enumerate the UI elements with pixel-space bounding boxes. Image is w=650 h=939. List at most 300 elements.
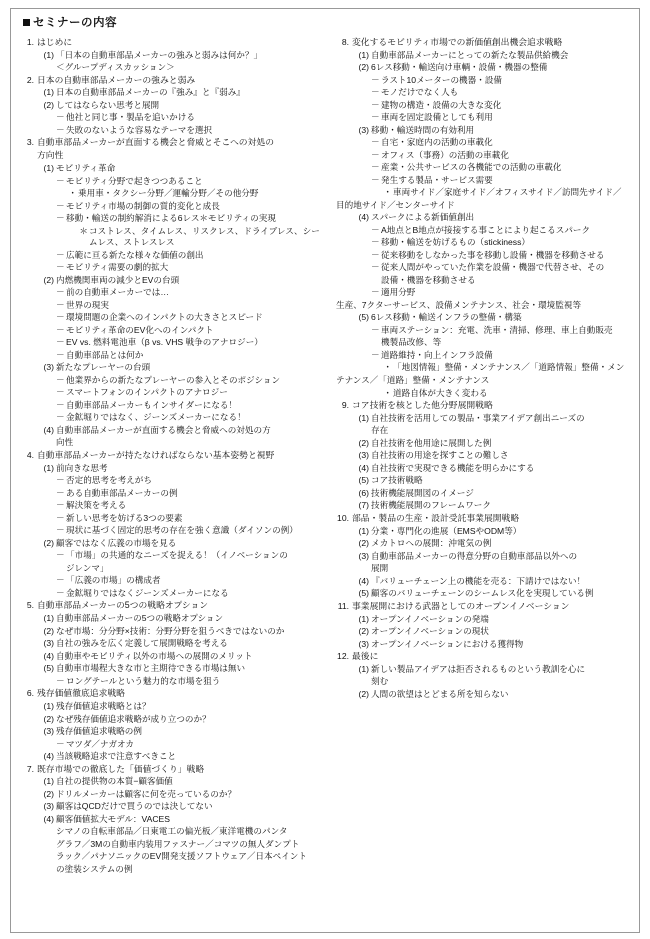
- outline-item-label: の塗装システムの例: [56, 863, 133, 874]
- outline-item-label: 移動・輸送を妨げるもの（stickiness）: [381, 237, 530, 248]
- outline-item-label: 自社の提供物の本質−顧客価値: [56, 776, 173, 787]
- outline-item: [352, 689, 641, 701]
- outline-item-label: 「地図情報」整備・メンテナンス／「道路情報」整備・メン: [393, 362, 625, 373]
- outline-item: [56, 201, 326, 213]
- outline-item: [56, 400, 326, 412]
- outline-item-label: 6レス移動・輸送インフラの整備・構築: [371, 312, 522, 323]
- outline-item-label: 「市場」の共通的なニーズを捉える！（イノベーションの: [66, 550, 288, 561]
- outline-item-label: 従来人間がやっていた作業を設備・機器で代替させ、その: [381, 262, 605, 273]
- outline-item: [37, 789, 326, 801]
- right-column: [336, 37, 641, 702]
- outline-item-marker: (4): [43, 424, 54, 435]
- outline-item: [352, 576, 641, 588]
- outline-item-marker: －: [56, 124, 65, 135]
- outline-item: [56, 488, 326, 500]
- outline-item-marker: (4): [358, 575, 369, 586]
- outline-item: [371, 100, 641, 112]
- outline-item-marker: －: [56, 324, 65, 335]
- outline-item-label: 機製品改修、等: [381, 337, 442, 348]
- outline-item-label: 従来移動をしなかった事を移動し設備・機器を移動させる: [381, 249, 605, 260]
- outline-item-marker: －: [56, 475, 65, 486]
- outline-item: [37, 701, 326, 713]
- outline-item: [37, 425, 326, 437]
- outline-item-marker: (3): [43, 362, 54, 373]
- outline-item-marker: (2): [43, 625, 54, 636]
- outline-item-label: 道路維持・向上インフラ設備: [381, 349, 493, 360]
- outline-item-label: 建物の構造・設備の大きな変化: [381, 99, 502, 110]
- outline-item-marker: －: [56, 387, 65, 398]
- outline-item-label: 他社と同じ事・製品を追いかける: [66, 112, 195, 123]
- outline-item-label: 世界の現実: [66, 299, 109, 310]
- outline-item: [56, 176, 326, 188]
- outline-item-label: 展開: [371, 563, 389, 574]
- outline-item-marker: －: [56, 374, 65, 385]
- outline-item: [56, 575, 326, 587]
- outline-item-marker: (4): [43, 751, 54, 762]
- outline-item-label: 自動車部品とは何か: [66, 349, 144, 360]
- outline-item-label: マツダ／ナガオカ: [66, 738, 134, 749]
- outline-item-marker: (7): [358, 500, 369, 511]
- outline-item: [37, 538, 326, 550]
- outline-item: [352, 212, 641, 224]
- outline-item-label: 新しい思考を妨げる3つの要素: [66, 512, 183, 523]
- outline-item-marker: (1): [358, 525, 369, 536]
- outline-item-label: 変化するモビリティ市場での新価値創出機会追求戦略: [352, 36, 563, 47]
- outline-item: [21, 450, 326, 462]
- outline-item-marker: －: [371, 99, 380, 110]
- outline-item-label: オフィス（事務）の活動の車載化: [381, 149, 509, 160]
- outline-item: [371, 150, 641, 162]
- two-column-body: [21, 37, 631, 926]
- outline-item-marker: (4): [43, 650, 54, 661]
- outline-item-label: オープンイノベーションの現状: [371, 626, 489, 637]
- outline-item-label: コア技術を核とした他分野展開戦略: [352, 400, 493, 411]
- outline-item-label: 自社技術の用途を探すことの難しさ: [371, 450, 509, 461]
- outline-item: [352, 463, 641, 475]
- outline-item: [56, 250, 326, 262]
- outline-item: [352, 664, 641, 676]
- outline-item: [352, 614, 641, 626]
- outline-item: [56, 525, 326, 537]
- outline-item-marker: (3): [43, 638, 54, 649]
- outline-item-label: 道路自体が大きく変わる: [393, 387, 488, 398]
- outline-item-label: 移動・輸送時間の有効利用: [371, 124, 475, 135]
- outline-item-marker: (1): [43, 700, 54, 711]
- outline-item: [336, 651, 641, 663]
- outline-item: [371, 225, 641, 237]
- outline-item-label: 車両サイド／家庭サイド／オフィスサイド／訪問先サイド／: [393, 187, 622, 198]
- outline-item-marker: －: [56, 175, 65, 186]
- outline-item: [56, 350, 326, 362]
- outline-item-marker: －: [56, 287, 65, 298]
- outline-item: [352, 125, 641, 137]
- outline-item-marker: (1): [43, 613, 54, 624]
- outline-item: [68, 188, 326, 200]
- outline-item-marker: ・: [383, 387, 392, 398]
- outline-item-label: 顧客のバリューチェーンのシームレス化を実現している例: [371, 588, 594, 599]
- outline-item: [371, 237, 641, 249]
- outline-item-label: ドリルメーカーは顧客に何を売っているのか？: [56, 788, 237, 799]
- outline-item: [352, 538, 641, 550]
- outline-item: [37, 726, 326, 738]
- outline-item: [383, 362, 641, 374]
- outline-item-marker: －: [56, 200, 65, 211]
- outline-item-label: 6レス移動・輸送向け車輌・設備・機器の整備: [371, 62, 548, 73]
- outline-item-label: 自動車部品メーカーが直面する機会と脅威とそこへの対処の: [37, 137, 274, 148]
- outline-item: [37, 50, 326, 62]
- outline-item-marker: －: [56, 337, 65, 348]
- outline-item-marker: －: [56, 213, 65, 224]
- outline-item-marker: (3): [43, 801, 54, 812]
- outline-item: [56, 125, 326, 137]
- outline-item-marker: －: [56, 399, 65, 410]
- outline-item-label: スパークによる新価値創出: [371, 212, 475, 223]
- outline-item-marker: －: [371, 249, 380, 260]
- outline-item-marker: (3): [358, 638, 369, 649]
- outline-item-marker: －: [56, 550, 65, 561]
- outline-item-marker: (4): [358, 212, 369, 223]
- outline-item-label: 他業界からの新たなプレーヤーの参入とそのポジション: [66, 374, 281, 385]
- outline-item-marker: 4.: [26, 449, 34, 460]
- outline-item: [56, 437, 326, 449]
- outline-item-label: A地点とB地点が接接する事ことにより起こるスパーク: [381, 224, 591, 235]
- outline-item: [21, 600, 326, 612]
- outline-item: [37, 613, 326, 625]
- outline-item-label: 部品・製品の生産・設計受託事業展開戦略: [352, 512, 520, 523]
- outline-item: [56, 213, 326, 225]
- outline-item-marker: －: [371, 149, 380, 160]
- outline-item-label: モノだけでなく人も: [381, 87, 459, 98]
- outline-item: [371, 676, 641, 688]
- outline-item-label: 乗用車・タクシー分野／運輸分野／その他分野: [78, 188, 259, 199]
- outline-item-label: 解決策を考える: [66, 500, 127, 511]
- outline-item-marker: (3): [358, 124, 369, 135]
- outline-item-label: 自動車部品メーカーの得意分野の自動車部品以外への: [371, 550, 578, 561]
- outline-item-label: 顧客ではなく広義の市場を見る: [56, 537, 177, 548]
- outline-item-label: ロングテールという魅力的な市場を狙う: [66, 675, 221, 686]
- outline-item-label: なぜ市場：分分野×技術：分野分野を狙うべきではないのか: [56, 625, 285, 636]
- outline-item-marker: －: [56, 738, 65, 749]
- outline-item: [56, 287, 326, 299]
- outline-item-marker: (2): [43, 788, 54, 799]
- outline-item-label: モビリティ分野で起きつつあること: [66, 175, 203, 186]
- outline-item-label: 事業展開における武器としてのオープンイノベーション: [352, 600, 570, 611]
- outline-item-label: 自動車やモビリティ以外の市場への展開のメリット: [56, 650, 253, 661]
- outline-item-label: 金鉱堀りではなくジーンズメーカーになる: [66, 587, 229, 598]
- outline-item-label: 否定的思考を考えがち: [66, 475, 152, 486]
- outline-item: [352, 639, 641, 651]
- outline-item-marker: (2): [43, 274, 54, 285]
- outline-item: [336, 37, 641, 49]
- outline-item: [37, 651, 326, 663]
- outline-item-marker: －: [371, 162, 380, 173]
- outline-item-marker: －: [56, 262, 65, 273]
- outline-item-label: テナンス／「道路」整備・メンテナンス: [336, 374, 490, 385]
- outline-item-marker: (3): [358, 450, 369, 461]
- outline-item-marker: －: [56, 500, 65, 511]
- outline-item-marker: 9.: [341, 400, 349, 411]
- outline-item: [352, 488, 641, 500]
- outline-item: [56, 325, 326, 337]
- outline-item: [37, 626, 326, 638]
- outline-item-marker: 6.: [26, 688, 34, 699]
- outline-item-label: シマノの自転車部品／日東電工の偏光板／東洋電機のパンタ: [56, 826, 288, 837]
- outline-item-label: 自社の強みを広く定義して展開戦略を考える: [56, 638, 228, 649]
- outline-item-label: 人間の欲望はとどまる所を知らない: [371, 688, 509, 699]
- outline-item-label: 技術機能展開図のイメージ: [371, 487, 474, 498]
- outline-item: [352, 588, 641, 600]
- outline-item-label: 刻む: [371, 676, 389, 687]
- square-bullet-icon: [23, 19, 30, 26]
- outline-item: [37, 801, 326, 813]
- outline-item-label: 自動車部品メーカーの5つの戦略オプション: [37, 600, 209, 611]
- outline-item-label: 自社技術を活用しての製品・事業アイデア創出ニーズの: [371, 412, 585, 423]
- outline-item-marker: ＊: [79, 225, 88, 236]
- outline-item: [56, 839, 326, 851]
- outline-item-label: ある自動車部品メーカーの例: [66, 487, 178, 498]
- outline-item: [37, 362, 326, 374]
- outline-item-marker: (4): [43, 813, 54, 824]
- outline-item: [352, 626, 641, 638]
- outline-item-label: してはならない思考と展開: [56, 99, 160, 110]
- outline-item-marker: －: [56, 525, 65, 536]
- outline-item: [37, 100, 326, 112]
- outline-item: [66, 563, 326, 575]
- outline-item: [37, 814, 326, 826]
- page-title-text: セミナーの内容: [33, 17, 117, 29]
- outline-item-label: オープンイノベーションにおける獲得物: [371, 638, 524, 649]
- outline-item-marker: (2): [43, 537, 54, 548]
- outline-item-marker: －: [56, 349, 65, 360]
- outline-item: [79, 226, 326, 249]
- outline-item-label: 日本の自動車部品メーカーの『強み』と『弱み』: [56, 87, 245, 98]
- outline-item-marker: ・: [68, 188, 77, 199]
- outline-item-label: グラフ／3Mの自動車内装用ファスナー／コマツの無人ダンプト: [56, 838, 300, 849]
- outline-item-label: モビリティ需要の劇的拡大: [66, 262, 169, 273]
- outline-item-marker: －: [56, 587, 65, 598]
- outline-item-label: 存在: [371, 425, 389, 436]
- outline-item-label: 分業・専門化の進展（EMSやODM等）: [371, 525, 522, 536]
- outline-item-marker: －: [371, 262, 380, 273]
- outline-item-marker: (1): [43, 87, 54, 98]
- outline-item-label: ラック／パナソニックのEV開発支援ソフトウェア／日本ペイント: [56, 851, 307, 862]
- outline-item-label: モビリティ市場の制御の質的変化と成長: [66, 200, 220, 211]
- outline-item-label: 現状に基づく固定的思考の存在を強く意識（ダイソンの例）: [66, 525, 298, 536]
- outline-item: [56, 500, 326, 512]
- outline-item: [371, 350, 641, 362]
- outline-item-label: ＜グループディスカッション＞: [56, 62, 175, 73]
- outline-item: [352, 526, 641, 538]
- outline-item-marker: ・: [383, 187, 392, 198]
- outline-item-marker: －: [371, 174, 380, 185]
- outline-item-marker: (2): [358, 626, 369, 637]
- outline-item-label: 車両ステーション：充電、洗車・清掃、修理、車上自動販売: [381, 324, 613, 335]
- outline-item-label: 広範に亘る新たな様々な価値の創出: [66, 249, 204, 260]
- outline-item: [371, 162, 641, 174]
- outline-item-marker: －: [371, 74, 380, 85]
- outline-item-label: 自動車部品メーカーの5つの戦略オプション: [56, 613, 224, 624]
- outline-item-marker: 10.: [337, 512, 349, 523]
- outline-item-label: 残存価値追求戦略とは？: [56, 700, 151, 711]
- outline-item: [371, 175, 641, 187]
- outline-item: [21, 75, 326, 87]
- outline-item-label: 自宅・家庭内の活動の車載化: [381, 137, 493, 148]
- outline-item-marker: (2): [43, 99, 54, 110]
- outline-item: [371, 287, 641, 299]
- outline-item-marker: －: [371, 287, 380, 298]
- outline-item-label: 内燃機関車両の減少とEVの台頭: [56, 274, 180, 285]
- outline-item-label: 向性: [56, 437, 74, 448]
- outline-item: [37, 163, 326, 175]
- outline-item: [336, 300, 641, 312]
- outline-item-label: ラスト10メーターの機器・設備: [381, 74, 503, 85]
- outline-item-marker: －: [56, 112, 65, 123]
- outline-item-marker: (2): [358, 688, 369, 699]
- outline-item-marker: －: [56, 249, 65, 260]
- outline-item: [56, 387, 326, 399]
- outline-item: [352, 500, 641, 512]
- outline-item-label: 方向性: [37, 150, 64, 161]
- outline-item-label: 生産、7クターサービス、設備メンテナンス、社会・環境監視等: [336, 299, 582, 310]
- outline-item-marker: (2): [358, 62, 369, 73]
- outline-item-label: 発生する製品・サービス需要: [381, 174, 493, 185]
- outline-item-marker: (5): [358, 588, 369, 599]
- outline-item-marker: (1): [43, 462, 54, 473]
- outline-item-marker: －: [371, 137, 380, 148]
- outline-item-marker: (1): [43, 163, 54, 174]
- outline-item-label: 前向きな思考: [56, 462, 108, 473]
- outline-item-label: 「広義の市場」の構成者: [66, 575, 161, 586]
- outline-item: [381, 275, 641, 287]
- outline-item-label: 自動車部品メーカーが持たなければならない基本姿勢と視野: [37, 449, 275, 460]
- outline-item-marker: (2): [358, 538, 369, 549]
- outline-item-marker: －: [371, 112, 380, 123]
- outline-item: [56, 588, 326, 600]
- page-title: [23, 17, 631, 31]
- outline-item-label: 新しい製品アイデアは拒否されるものという教訓を心に: [371, 663, 586, 674]
- outline-item-label: 技術機能展開のフレームワーク: [371, 500, 491, 511]
- outline-item: [37, 150, 326, 162]
- outline-item-label: 目的地サイド／センターサイド: [336, 199, 455, 210]
- outline-item-marker: 7.: [26, 763, 34, 774]
- outline-item-label: はじめに: [37, 36, 73, 47]
- outline-item: [371, 325, 641, 337]
- outline-item-label: 自社技術を他用途に展開した例: [371, 437, 492, 448]
- outline-item-marker: (1): [358, 49, 369, 60]
- outline-item-label: 車両を固定設備としても利用: [381, 112, 493, 123]
- outline-item: [37, 463, 326, 475]
- outline-item-label: 自動車部品メーカーが直面する機会と脅威への対処の方: [56, 424, 271, 435]
- outline-item-marker: (1): [358, 412, 369, 423]
- outline-item-marker: －: [371, 224, 380, 235]
- outline-item-label: 当該戦略追求で注意すべきこと: [56, 751, 177, 762]
- outline-item-label: 日本の自動車部品メーカーの強みと弱み: [37, 74, 196, 85]
- outline-item-label: 残存価値徹底追求戦略: [37, 688, 125, 699]
- outline-item-marker: (2): [358, 437, 369, 448]
- outline-item-marker: 11.: [337, 600, 349, 611]
- outline-item-marker: (1): [358, 663, 369, 674]
- outline-item: [56, 826, 326, 838]
- outline-item: [336, 513, 641, 525]
- outline-item: [352, 50, 641, 62]
- outline-item-label: 移動・輸送の制約解消による6レス＊モビリティの実現: [66, 213, 276, 224]
- outline-item-marker: －: [56, 412, 65, 423]
- outline-item: [37, 87, 326, 99]
- outline-item-label: スマートフォンのインパクトのアナロジー: [66, 387, 228, 398]
- outline-item-marker: (1): [43, 776, 54, 787]
- outline-item: [56, 864, 326, 876]
- outline-item-label: モビリティ革命のEV化へのインパクト: [66, 324, 214, 335]
- outline-item: [37, 751, 326, 763]
- outline-item: [37, 275, 326, 287]
- outline-item-label: オープンイノベーションの発端: [371, 613, 489, 624]
- outline-item: [56, 300, 326, 312]
- outline-item-label: 自社技術で実現できる機能を明らかにする: [371, 462, 535, 473]
- outline-item: [371, 563, 641, 575]
- outline-item-marker: 12.: [337, 651, 349, 662]
- outline-item-label: 金鉱堀りではなく、ジーンズメーカーになる！: [66, 412, 246, 423]
- outline-item: [37, 714, 326, 726]
- outline-item-label: コア技術戦略: [371, 475, 423, 486]
- outline-item-label: 最後に: [352, 651, 379, 662]
- outline-item: [21, 688, 326, 700]
- outline-item-label: 自動車部品メーカーにとっての新たな製品供給機会: [371, 49, 569, 60]
- outline-item: [56, 550, 326, 562]
- outline-item-label: ジレンマ」: [66, 562, 109, 573]
- outline-item: [352, 438, 641, 450]
- right-outline-list: [336, 37, 641, 701]
- outline-item-marker: 1.: [26, 36, 34, 47]
- outline-item: [336, 601, 641, 613]
- outline-item: [371, 250, 641, 262]
- outline-item-marker: (1): [358, 613, 369, 624]
- outline-item-marker: －: [371, 324, 380, 335]
- outline-item: [37, 638, 326, 650]
- outline-item-marker: (5): [43, 663, 54, 674]
- outline-item: [56, 112, 326, 124]
- outline-item-label: コストレス、タイムレス、リスクレス、ドライブレス、シームレス、ストレスレス: [89, 225, 320, 248]
- outline-item-marker: 8.: [341, 36, 349, 47]
- outline-item: [371, 425, 641, 437]
- outline-item-marker: ・: [383, 362, 392, 373]
- outline-item-label: 自動車市場程大きな市と主期待できる市場は無い: [56, 663, 246, 674]
- outline-item-label: 顧客価値拡大モデル：VACES: [56, 813, 171, 824]
- left-outline-list: [21, 37, 326, 876]
- outline-item-label: 前の自動車メーカーでは…: [66, 287, 169, 298]
- outline-item-marker: (6): [358, 487, 369, 498]
- outline-item: [371, 262, 641, 274]
- outline-item-label: モビリティ革命: [56, 163, 116, 174]
- outline-item-label: 産業・公共サービスの各機能での活動の車載化: [381, 162, 562, 173]
- outline-item-marker: (3): [43, 726, 54, 737]
- outline-item: [352, 312, 641, 324]
- outline-item-marker: 5.: [26, 600, 34, 611]
- outline-item-label: 適用分野: [381, 287, 416, 298]
- outline-item-marker: －: [56, 575, 65, 586]
- outline-item: [37, 776, 326, 788]
- outline-item-label: 失敗のないような容易なテーマを選択: [66, 124, 213, 135]
- outline-item-label: 自動車部品メーカーもインサイダーになる！: [66, 399, 238, 410]
- outline-item: [352, 413, 641, 425]
- outline-item-marker: 2.: [26, 74, 34, 85]
- outline-item-marker: (3): [358, 550, 369, 561]
- outline-item-label: 「日本の自動車部品メーカーの強みと弱みは何か？」: [56, 49, 263, 60]
- outline-item-marker: (2): [43, 713, 54, 724]
- outline-item-label: 残存価値追求戦略の例: [56, 726, 142, 737]
- outline-item: [56, 513, 326, 525]
- outline-item-marker: (5): [358, 312, 369, 323]
- outline-item: [371, 87, 641, 99]
